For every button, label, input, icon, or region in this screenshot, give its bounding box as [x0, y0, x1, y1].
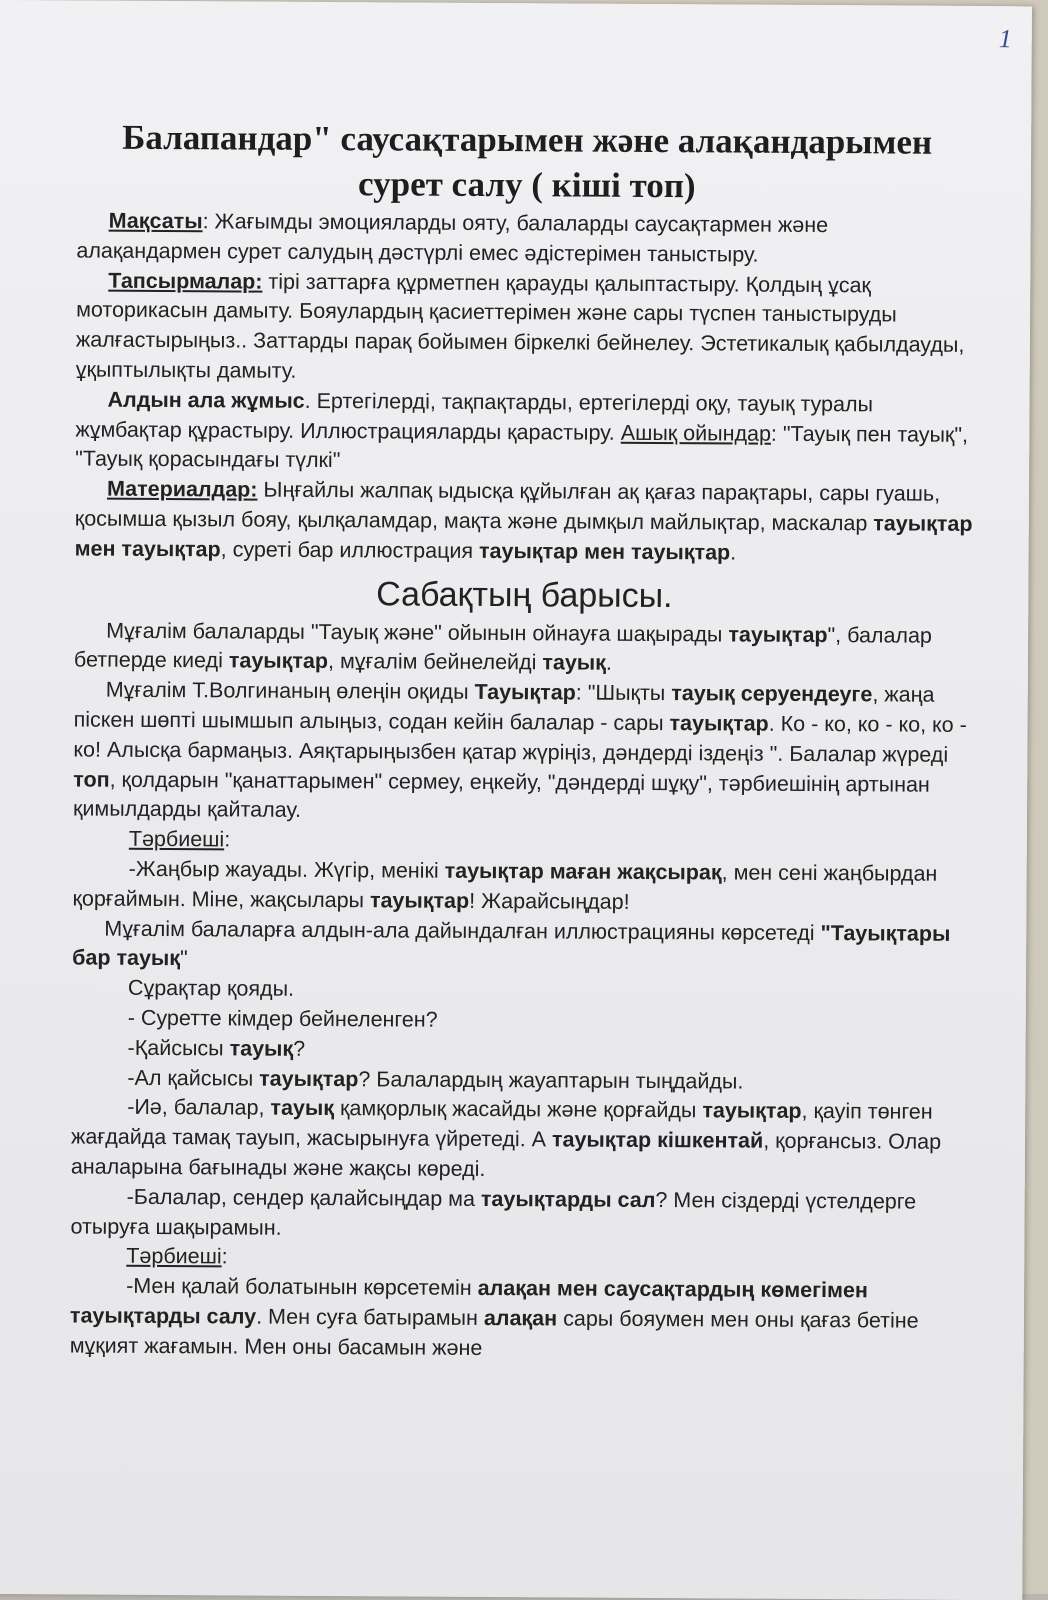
text-run: -Мен қалай болатынын көрсетемін [126, 1273, 478, 1301]
bold-run: алақан [483, 1305, 558, 1331]
bold-run: тауық серуендеуге [671, 681, 873, 707]
text-run: -Жаңбыр жауады. Жүгір, менікі [128, 856, 445, 883]
teacher-colon: : [221, 1244, 228, 1269]
materials-bold: тауықтар мен тауықтар [478, 538, 731, 565]
text-run: ? [293, 1036, 306, 1061]
bold-run: тауық [542, 650, 607, 676]
bold-run: тауықтар [259, 1066, 359, 1091]
page-number: 1 [998, 24, 1012, 54]
bold-run: тауық [229, 1036, 294, 1061]
lesson-paragraph-5 [71, 1093, 972, 1188]
text-run: . Мен суға батырамын [256, 1304, 484, 1330]
text-run: . [605, 651, 613, 676]
text-run: : "Шықты [575, 680, 672, 706]
bold-run: тауық [270, 1095, 335, 1121]
questions-intro: Сұрақтар қояды. [127, 975, 295, 1001]
lesson-paragraph-6 [70, 1182, 970, 1247]
section-title: Сабақтың барысы. [376, 574, 673, 615]
text-run: ! Жарайсыңдар! [469, 888, 630, 914]
bold-run: тауықтар кішкентай [551, 1127, 764, 1153]
teacher-colon: : [224, 827, 231, 852]
teacher-label-text: Тәрбиеші [126, 1244, 222, 1269]
text-run: . Ко - ко, ко - ко, ко - ко! Алысқа бармаңыз. Аяқтарыңызбен қатар жүріңіз, дәндерді іздеңіз ". Балалар жүреді [73, 711, 967, 767]
text-run: ? Мен сіздерді үстелдерге отыруға шақырамын. [70, 1187, 917, 1240]
games-label: Ашық ойындар [620, 420, 772, 446]
text-run: -Қайсысы [127, 1035, 230, 1061]
goal-label: Мақсаты [108, 208, 203, 234]
lesson-paragraph-1 [74, 616, 974, 681]
lesson-paragraph-2 [73, 676, 974, 830]
materials-paragraph [75, 475, 976, 570]
lesson-paragraph-3 [72, 854, 972, 919]
text-run: -Балалар, сендер қалайсыңдар ма [126, 1184, 482, 1211]
bold-run: тауықтар маған жақсырақ [444, 858, 722, 885]
document-body [70, 114, 978, 1366]
question-1: - Суретте кімдер бейнеленген? [127, 1005, 438, 1032]
text-run: , мұғалім бейнелейді [327, 649, 543, 675]
text-run: , қолдарын "қанаттарымен" сермеу, еңкейу, "дәндерді шұқу", тәрбиешінің артынан қимылдарды қайталау. [72, 767, 930, 823]
text-run: , қорғансыз. Олар аналарына бағынады және жақсы көреді. [70, 1128, 942, 1181]
bold-run: тауықтар [228, 648, 329, 674]
text-run: ", балалар бетперде киеді [73, 622, 932, 673]
text-run: ? Балалардың жауаптарын тыңдайды. [358, 1066, 744, 1094]
text-run: Мұғалім балаларға алдын-ала дайындалған иллюстрацияны көрсетеді [104, 916, 821, 945]
bold-run: тауықтарды сал [480, 1186, 656, 1212]
bold-run: тауықтар [702, 1098, 802, 1124]
teacher-label-text: Тәрбиеші [128, 826, 225, 852]
bold-run: топ [73, 767, 110, 792]
document-title: Балапандар" саусақтарымен және алақандарымен сурет салу ( кіші топ) [122, 117, 933, 206]
text-run: сары бояумен мен оны қағаз бетіне мұқият жағамын. Мен оны басамын және [69, 1306, 919, 1360]
text-run: -Иә, балалар, [127, 1095, 271, 1120]
bold-run: алақан мен саусақтардың көмегімен тауықтарды салу [69, 1276, 868, 1329]
prework-text: . Ертегілерді, тақпақтарды, ертегілерді оқу, тауық туралы жұмбақтар құрастыру. Иллюстрацияларды қарастыру. [75, 388, 874, 445]
bold-run: тауықтар [669, 711, 769, 736]
bold-run: "Тауықтары бар тауық [72, 920, 951, 971]
materials-text: , суреті бар иллюстрация [220, 537, 480, 563]
tasks-paragraph [76, 266, 977, 391]
text-run: -Ал қайсысы [127, 1065, 260, 1091]
prework-paragraph [75, 385, 976, 480]
text-run: Мұғалім балаларды "Тауық және" ойынын ойнауға шақырады [106, 618, 729, 647]
goal-paragraph [76, 206, 976, 271]
question-2 [72, 1033, 972, 1068]
bold-run: тауықтар [728, 622, 828, 647]
materials-label: Материалдар: [106, 476, 258, 502]
tasks-text: тірі заттарға құрметпен қарауды қалыптастыру. Қолдың ұсақ моторикасын дамыту. Бояулардың қасиеттерімен және сары түспен таныстыруды жалғастырыңыз.. Заттарды парақ бойымен біркелкі бейнелеу. Эстетикалық қабылдауды, ұқыптылықты дамыту. [75, 269, 965, 383]
lesson-paragraph-4 [72, 914, 972, 979]
text-run: , мен сені жаңбырдан қорғаймын. Міне, жақсылары [72, 860, 938, 913]
materials-bold: тауықтар мен тауықтар [74, 511, 973, 562]
games-text: : "Тауық пен тауық", "Тауық қорасындағы түлкі" [75, 421, 969, 473]
materials-text: . [730, 540, 737, 565]
text-run: қамқорлық жасайды және қорғайды [333, 1096, 703, 1123]
materials-text: Ыңғайлы жалпақ ыдысқа құйылған ақ қағаз парақтары, сары гуашь, қосымша қызыл бояу, қылқаламдар, мақта және дымқыл майлықтар, маскалар [74, 477, 941, 536]
text-run: " [179, 946, 188, 971]
bold-run: тауықтар [369, 888, 470, 913]
text-run: Мұғалім Т.Волгинаның өлеңін оқиды [105, 677, 475, 705]
tasks-label: Тапсырмалар: [108, 268, 263, 294]
text-run: , жаңа піскен шөпті шымшып алыңыз, содан кейін балалар - сары [73, 682, 935, 736]
bold-run: Тауықтар [474, 680, 576, 705]
prework-label: Алдын ала жұмыс [107, 387, 305, 413]
text-run: , қауіп төнген жағдайда тамақ тауып, жасырынуға үйретеді. А [70, 1099, 933, 1152]
goal-text: : Жағымды эмоцияларды ояту, балаларды саусақтармен және алақандармен сурет салудың дәстүрлі емес әдістерімен таныстыру. [76, 209, 829, 267]
lesson-paragraph-7 [70, 1272, 971, 1367]
